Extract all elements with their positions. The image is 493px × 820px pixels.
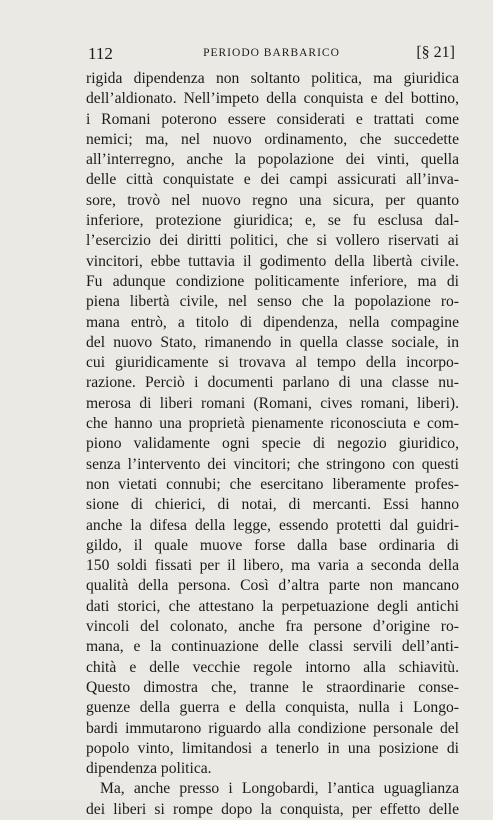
text-line: chità e delle vecchie regole intorno alla schiavitù. xyxy=(86,658,459,676)
text-line: l’esercizio dei diritti politici, che si vollero riservati ai xyxy=(86,232,459,250)
text-line: all’interregno, anche la popolazione dei vinti, quella xyxy=(86,151,459,169)
text-line: mana entrò, a titolo di dipendenza, nella compagine xyxy=(86,313,459,331)
text-line: guenze della guerra e della conquista, nulla i Longo- xyxy=(86,699,459,717)
text-line: inferiore, protezione giuridica; e, se fu esclusa dal- xyxy=(86,212,459,230)
text-line: bardi immutarono riguardo alla condizione personale del xyxy=(86,719,459,737)
text-line: sore, trovò nel nuovo regno una sicura, per quanto xyxy=(86,191,459,209)
text-line: Ma, anche presso i Longobardi, l’antica uguaglianza xyxy=(100,780,459,798)
text-line: dipendenza politica. xyxy=(86,760,212,778)
section-number: [§ 21] xyxy=(416,44,455,61)
text-line: cui giuridicamente si trovava al tempo della incorpo- xyxy=(86,354,459,372)
text-line: i Romani poterono essere considerati e trattati come xyxy=(86,110,459,128)
text-line: dei liberi si rompe dopo la conquista, per effetto delle xyxy=(86,800,459,818)
text-line: nemici; ma, nel nuovo ordinamento, che succedette xyxy=(86,130,459,148)
text-line: vincoli del colonato, anche fra persone d’origine ro- xyxy=(86,618,459,636)
text-line: Fu adunque condizione politicamente inferiore, ma di xyxy=(86,272,459,290)
text-line: 150 soldi fissati per il libero, ma varia a seconda della xyxy=(86,557,459,575)
text-line: anche la difesa della legge, essendo protetti dal guidri- xyxy=(86,516,459,534)
text-line: senza l’intervento dei vincitori; che stringono con questi xyxy=(86,455,459,473)
text-line: mana, e la continuazione delle classi servili dell’anti- xyxy=(86,638,459,656)
text-line: che hanno una proprietà pienamente riconosciuta e com- xyxy=(86,415,459,433)
text-line: razione. Perciò i documenti parlano di una classe nu- xyxy=(86,374,459,392)
text-line: qualità della persona. Così d’altra parte non mancano xyxy=(86,577,459,595)
text-line: merosa di liberi romani (Romani, cives romani, liberi). xyxy=(86,394,459,412)
text-line: delle città conquistate e dei campi assicurati all’inva- xyxy=(86,171,459,189)
running-title: PERIODO BARBARICO xyxy=(203,47,340,59)
text-line: piono validamente ogni specie di negozio giuridico, xyxy=(86,435,459,453)
text-line: sione di chierici, di notai, di mercanti. Essi hanno xyxy=(86,496,459,514)
text-line: del nuovo Stato, rimanendo in quella classe sociale, in xyxy=(86,333,459,351)
text-line: vincitori, ebbe tuttavia il godimento della libertà civile. xyxy=(86,252,459,270)
text-line: dell’aldionato. Nell’impeto della conquista e del bottino, xyxy=(86,90,459,108)
page-number: 112 xyxy=(88,44,113,63)
text-line: rigida dipendenza non soltanto politica, ma giuridica xyxy=(86,70,459,87)
text-line: non vietati connubi; che esercitano liberamente profes- xyxy=(86,475,459,493)
text-line: piena libertà civile, nel senso che la popolazione ro- xyxy=(86,293,459,311)
body-text xyxy=(86,69,459,820)
text-line: Questo dimostra che, tranne le straordinarie conse- xyxy=(86,678,459,696)
text-line: popolo vinto, limitandosi a tenerlo in una posizione di xyxy=(86,739,459,757)
page-header xyxy=(88,44,455,64)
text-line: gildo, il quale muove forse dalla base ordinaria di xyxy=(86,536,459,554)
text-line: dati storici, che attestano la perpetuazione degli antichi xyxy=(86,597,459,615)
